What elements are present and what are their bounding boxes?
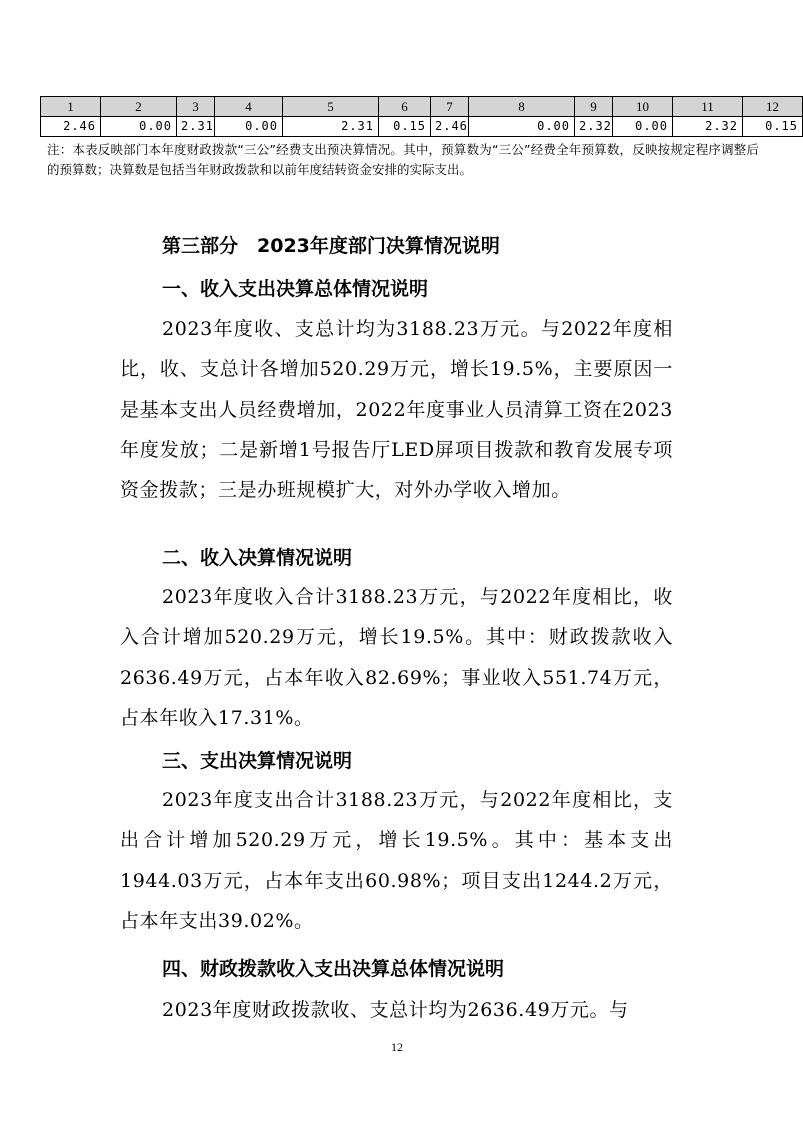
column-number: 10 (613, 97, 673, 117)
table-header-row (41, 97, 803, 117)
table-cell: 0.00 (215, 117, 283, 137)
page-number: 12 (391, 1040, 403, 1054)
three-public-expense-table (40, 96, 803, 137)
table-cell: 0.00 (613, 117, 673, 137)
table-cell: 2.32 (673, 117, 743, 137)
table-cell: 0.00 (469, 117, 575, 137)
table-cell: 0.15 (743, 117, 803, 137)
column-number: 2 (101, 97, 177, 117)
table-value-row (41, 117, 803, 137)
column-number: 5 (283, 97, 379, 117)
section-heading-4: 四、财政拨款收入支出决算总体情况说明 (162, 958, 505, 980)
section-heading-3: 三、支出决算情况说明 (162, 750, 353, 772)
section-body-4: 2023年度财政拨款收、支总计均为2636.49万元。与 (162, 999, 629, 1021)
table-cell: 2.46 (41, 117, 101, 137)
table-cell: 2.31 (177, 117, 215, 137)
column-number: 6 (379, 97, 431, 117)
table-cell: 2.31 (283, 117, 379, 137)
column-number: 7 (431, 97, 469, 117)
column-number: 3 (177, 97, 215, 117)
column-number: 9 (575, 97, 613, 117)
table-cell: 0.00 (101, 117, 177, 137)
column-number: 8 (469, 97, 575, 117)
column-number: 11 (673, 97, 743, 117)
table-cell: 2.32 (575, 117, 613, 137)
column-number: 12 (743, 97, 803, 117)
table-cell: 0.15 (379, 117, 431, 137)
table-footnote: 注：本表反映部门本年度财政拨款“三公”经费支出预决算情况。其中，预算数为“三公”经费全年预算数，反映按规定程序调整后的预算数；决算数是包括当年财政拨款和以前年度结转资金安排的实际支出。 (47, 142, 759, 177)
section-body-3: 2023年度支出合计3188.23万元，与2022年度相比，支出合计增加520.29万元，增长19.5%。其中：基本支出1944.03万元，占本年支出60.98%；项目支出1244.2万元，占本年支出39.02%。 (120, 789, 673, 932)
column-number: 4 (215, 97, 283, 117)
section-body-2: 2023年度收入合计3188.23万元，与2022年度相比，收入合计增加520.29万元，增长19.5%。其中：财政拨款收入2636.49万元，占本年收入82.69%；事业收入551.74万元，占本年收入17.31%。 (120, 586, 673, 729)
table-cell: 2.46 (431, 117, 469, 137)
section-heading-2: 二、收入决算情况说明 (162, 547, 353, 569)
column-number: 1 (41, 97, 101, 117)
section-body-1: 2023年度收、支总计均为3188.23万元。与2022年度相比，收、支总计各增加520.29万元，增长19.5%，主要原因一是基本支出人员经费增加，2022年度事业人员清算工资在2023年度发放；二是新增1号报告厅LED屏项目拨款和教育发展专项资金拨款；三是办班规模扩大，对外办学收入增加。 (120, 318, 673, 502)
section-heading-1: 一、收入支出决算总体情况说明 (162, 278, 429, 300)
part-three-title: 第三部分 2023年度部门决算情况说明 (162, 235, 500, 257)
